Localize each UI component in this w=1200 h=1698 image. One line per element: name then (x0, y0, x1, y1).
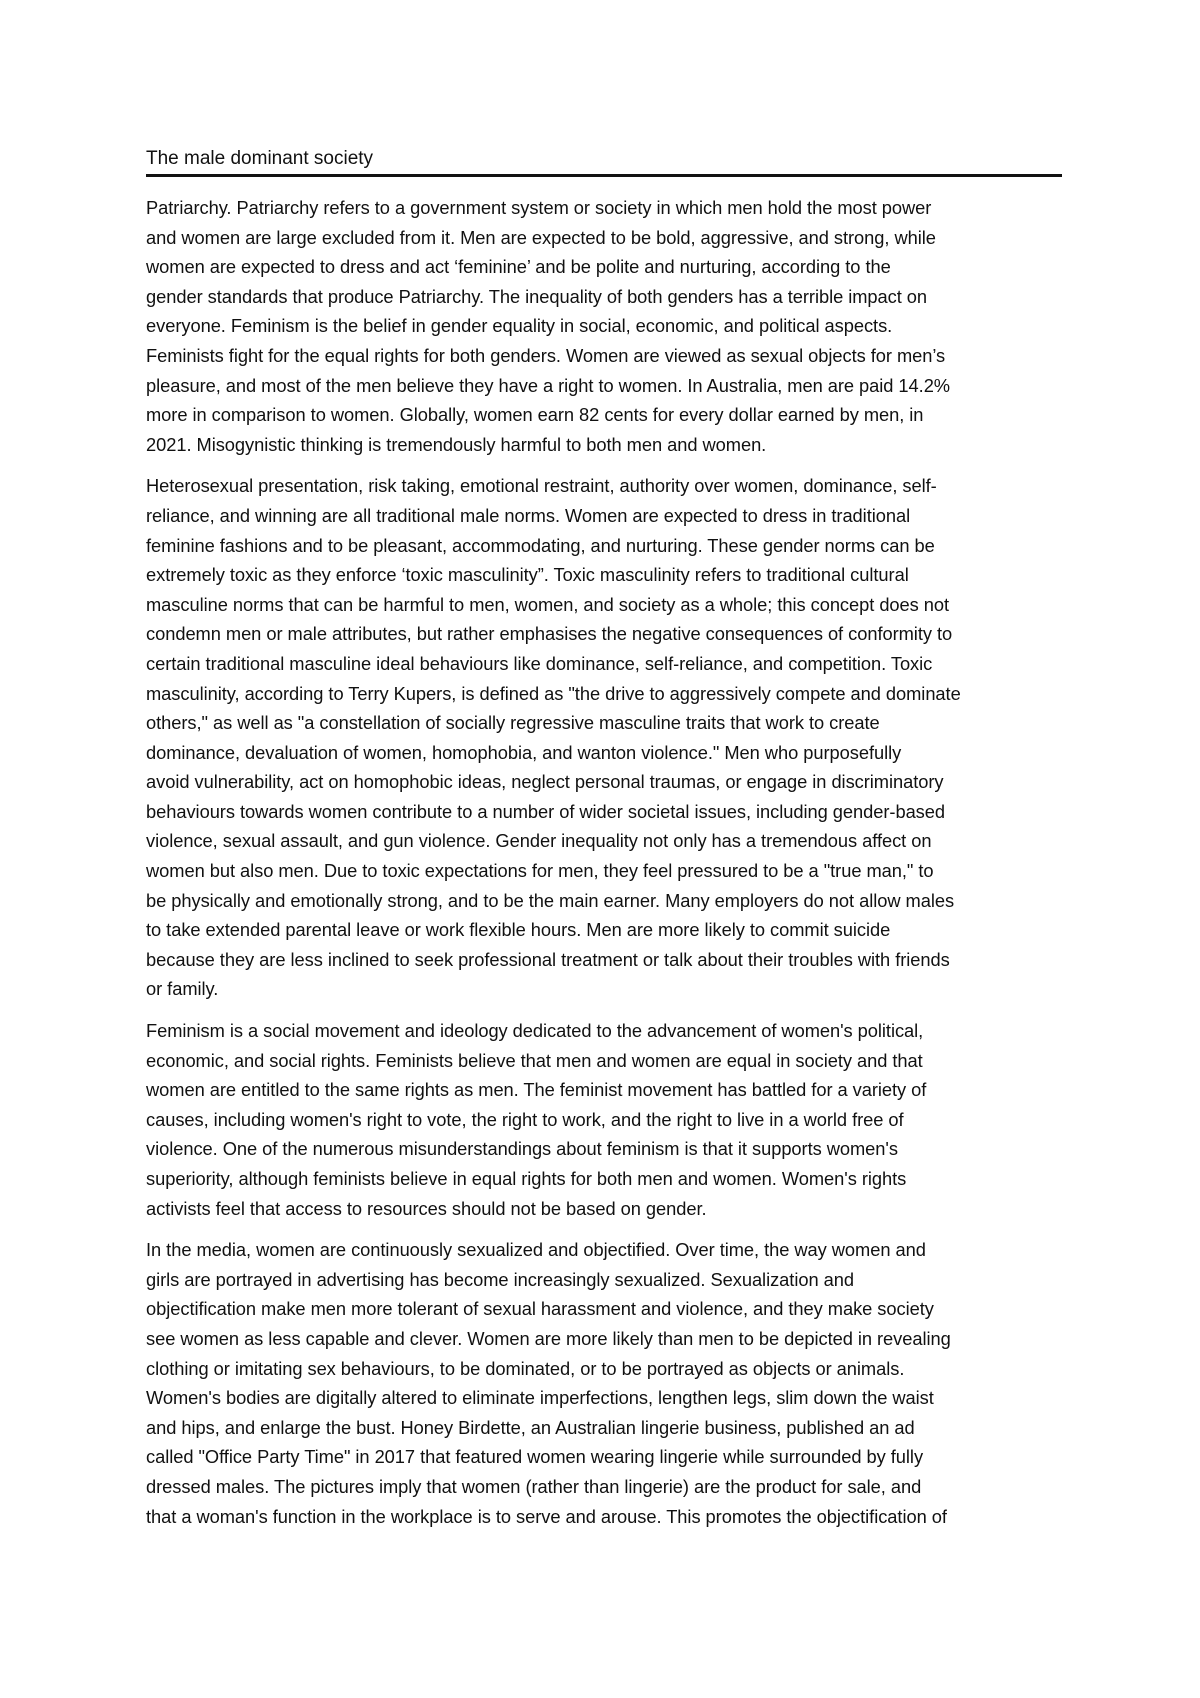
text-line: pleasure, and most of the men believe they have a right to women. In Australia, men are paid 14.2% (146, 374, 951, 396)
text-line: masculine norms that can be harmful to men, women, and society as a whole; this concept does not (146, 593, 950, 615)
text-line: to take extended parental leave or work flexible hours. Men are more likely to commit suicide (146, 919, 891, 941)
text-line: others," as well as "a constellation of socially regressive masculine traits that work to create (146, 712, 880, 734)
text-line: everyone. Feminism is the belief in gender equality in social, economic, and political aspects. (146, 315, 893, 337)
text-line: condemn men or male attributes, but rather emphasises the negative consequences of conformity to (146, 623, 953, 645)
text-line: Feminism is a social movement and ideology dedicated to the advancement of women's political, (146, 1020, 924, 1042)
text-line: Patriarchy. Patriarchy refers to a government system or society in which men hold the most power (146, 197, 932, 218)
text-line: Women's bodies are digitally altered to eliminate imperfections, lengthen legs, slim down the waist (146, 1387, 934, 1409)
text-line: and women are large excluded from it. Men are expected to be bold, aggressive, and strong, while (146, 226, 936, 248)
text-line: Heterosexual presentation, risk taking, emotional restraint, authority over women, dominance, self- (146, 475, 937, 497)
text-line: behaviours towards women contribute to a number of wider societal issues, including gender-based (146, 800, 946, 822)
text-line: violence, sexual assault, and gun violence. Gender inequality not only has a tremendous affect on (146, 830, 932, 852)
text-line: and hips, and enlarge the bust. Honey Birdette, an Australian lingerie business, published an ad (146, 1416, 915, 1438)
text-line: be physically and emotionally strong, and to be the main earner. Many employers do not allow males (146, 889, 955, 911)
text-line: violence. One of the numerous misunderstandings about feminism is that it supports women's (146, 1138, 898, 1160)
text-line: extremely toxic as they enforce ‘toxic masculinity”. Toxic masculinity refers to traditional cultural (146, 564, 909, 586)
text-line: economic, and social rights. Feminists believe that men and women are equal in society and that (146, 1049, 923, 1071)
paragraph-4 (146, 1235, 1062, 1531)
text-line: women are entitled to the same rights as men. The feminist movement has battled for a variety of (146, 1079, 927, 1101)
paragraph-3 (146, 1016, 1062, 1223)
text-line: see women as less capable and clever. Women are more likely than men to be depicted in revealing (146, 1327, 951, 1349)
text-line: superiority, although feminists believe in equal rights for both men and women. Women's rights (146, 1168, 907, 1189)
text-line: certain traditional masculine ideal behaviours like dominance, self-reliance, and competition. Toxic (146, 652, 933, 674)
text-line: more in comparison to women. Globally, women earn 82 cents for every dollar earned by men, in (146, 404, 924, 426)
text-line: avoid vulnerability, act on homophobic ideas, neglect personal traumas, or engage in discriminatory (146, 771, 944, 793)
text-line: causes, including women's right to vote, the right to work, and the right to live in a world free of (146, 1108, 904, 1130)
text-line: that a woman's function in the workplace is to serve and arouse. This promotes the objectification of (146, 1505, 947, 1527)
text-line: dressed males. The pictures imply that women (rather than lingerie) are the product for sale, and (146, 1475, 922, 1497)
text-line: or family. (146, 978, 219, 1000)
paragraph-1 (146, 193, 1062, 459)
text-line: dominance, devaluation of women, homophobia, and wanton violence." Men who purposefully (146, 741, 902, 763)
text-line: clothing or imitating sex behaviours, to be dominated, or to be portrayed as objects or animals. (146, 1357, 905, 1379)
document-page (146, 146, 1062, 1543)
document-title: The male dominant society (146, 146, 1062, 177)
paragraph-2 (146, 471, 1062, 1004)
text-line: because they are less inclined to seek professional treatment or talk about their troubles with friends (146, 948, 950, 970)
text-line: women are expected to dress and act ‘feminine’ and be polite and nurturing, according to the (146, 256, 891, 278)
text-line: feminine fashions and to be pleasant, accommodating, and nurturing. These gender norms can be (146, 534, 935, 556)
text-line: 2021. Misogynistic thinking is tremendously harmful to both men and women. (146, 433, 767, 455)
text-line: masculinity, according to Terry Kupers, is defined as "the drive to aggressively compete and dominate (146, 682, 961, 704)
text-line: women but also men. Due to toxic expectations for men, they feel pressured to be a "true man," to (146, 860, 934, 882)
text-line: gender standards that produce Patriarchy. The inequality of both genders has a terrible impact on (146, 285, 928, 307)
text-line: objectification make men more tolerant of sexual harassment and violence, and they make society (146, 1298, 934, 1320)
text-line: activists feel that access to resources should not be based on gender. (146, 1197, 707, 1219)
document-body (146, 193, 1062, 1531)
text-line: girls are portrayed in advertising has become increasingly sexualized. Sexualization and (146, 1268, 854, 1290)
text-line: In the media, women are continuously sexualized and objectified. Over time, the way women and (146, 1239, 926, 1261)
text-line: reliance, and winning are all traditional male norms. Women are expected to dress in traditional (146, 504, 911, 526)
text-line: called "Office Party Time" in 2017 that featured women wearing lingerie while surrounded by fully (146, 1446, 924, 1468)
text-line: Feminists fight for the equal rights for both genders. Women are viewed as sexual objects for men’s (146, 344, 946, 366)
